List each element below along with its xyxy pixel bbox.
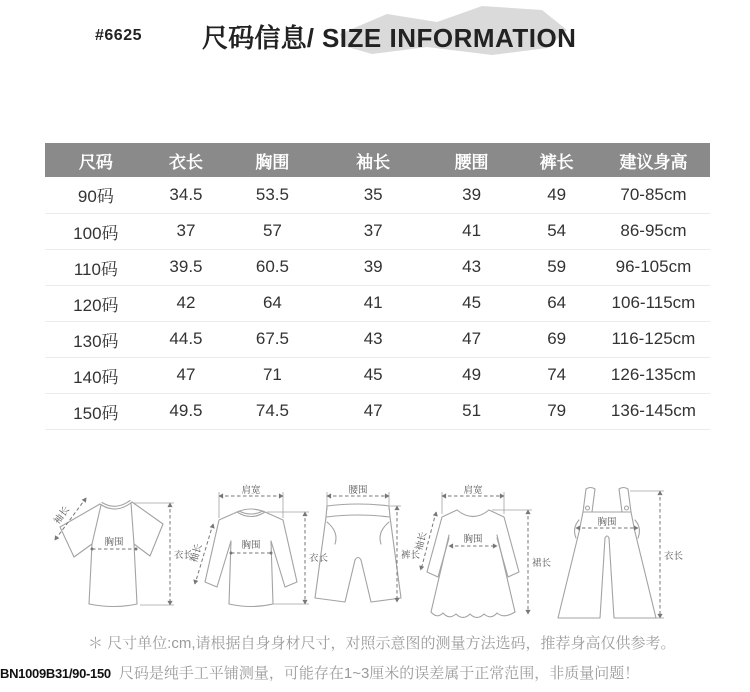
value-cell: 49.5 [147, 393, 225, 429]
table-row [45, 321, 710, 357]
value-cell: 43 [320, 321, 427, 357]
table-row [45, 177, 710, 213]
product-sku: #6625 [95, 27, 142, 44]
shoulder-label: 肩宽 [241, 485, 261, 496]
shoulder-label: 肩宽 [463, 485, 483, 496]
value-cell: 47 [427, 321, 517, 357]
length-label: 衣长 [664, 551, 684, 562]
size-cell: 90码 [45, 177, 147, 213]
value-cell: 41 [320, 285, 427, 321]
size-note-units: ＊ 尺寸单位:cm,请根据自身身材尺寸，对照示意图的测量方法选码，推荐身高仅供参考。 [88, 635, 676, 652]
diagram-shorts [313, 485, 421, 626]
size-cell: 110码 [45, 249, 147, 285]
table-row [45, 393, 710, 429]
size-cell: 140码 [45, 357, 147, 393]
value-cell: 69 [516, 321, 596, 357]
value-cell: 70-85cm [597, 177, 710, 213]
value-cell: 53.5 [225, 177, 319, 213]
value-cell: 74.5 [225, 393, 319, 429]
value-cell: 64 [225, 285, 319, 321]
value-cell: 74 [516, 357, 596, 393]
size-table [45, 143, 710, 430]
column-header: 建议身高 [619, 152, 688, 172]
value-cell: 126-135cm [597, 357, 710, 393]
shorts-icon [313, 485, 421, 626]
value-cell: 45 [320, 357, 427, 393]
value-cell: 59 [516, 249, 596, 285]
length-label: 衣长 [309, 553, 329, 564]
value-cell: 34.5 [147, 177, 225, 213]
chest-label: 胸围 [104, 537, 124, 548]
value-cell: 49 [427, 357, 517, 393]
value-cell: 43 [427, 249, 517, 285]
value-cell: 39.5 [147, 249, 225, 285]
value-cell: 79 [516, 393, 596, 429]
chest-label: 胸围 [597, 517, 617, 528]
overalls-icon [548, 486, 688, 628]
waist-label: 腰围 [348, 485, 368, 496]
column-header: 袖长 [356, 152, 391, 172]
size-table-header-row [45, 143, 710, 177]
column-header: 衣长 [168, 152, 203, 172]
value-cell: 49 [516, 177, 596, 213]
column-header: 胸围 [255, 152, 290, 172]
column-header: 尺码 [78, 152, 113, 172]
length-label: 衣长 [174, 550, 194, 561]
value-cell: 116-125cm [597, 321, 710, 357]
size-cell: 120码 [45, 285, 147, 321]
page-title-cn: 尺码信息/ [202, 23, 315, 53]
value-cell: 42 [147, 285, 225, 321]
sleeve-label: 袖长 [51, 504, 73, 527]
value-cell: 47 [320, 393, 427, 429]
chest-label: 胸围 [463, 534, 483, 545]
value-cell: 51 [427, 393, 517, 429]
page-title [202, 18, 576, 55]
sleeve-label: 袖长 [188, 542, 205, 564]
column-header: 裤长 [539, 152, 574, 172]
value-cell: 35 [320, 177, 427, 213]
style-code: BN1009B31/90-150 [0, 666, 111, 681]
diagram-dress [413, 485, 552, 628]
value-cell: 60.5 [225, 249, 319, 285]
value-cell: 71 [225, 357, 319, 393]
column-header: 腰围 [454, 152, 489, 172]
value-cell: 45 [427, 285, 517, 321]
chest-label: 胸围 [241, 540, 261, 551]
value-cell: 64 [516, 285, 596, 321]
table-row [45, 213, 710, 249]
value-cell: 96-105cm [597, 249, 710, 285]
sleeve-label: 袖长 [413, 530, 430, 552]
long-sleeve-tee-icon [188, 485, 329, 626]
measurement-diagrams [48, 486, 708, 628]
value-cell: 86-95cm [597, 213, 710, 249]
value-cell: 44.5 [147, 321, 225, 357]
value-cell: 67.5 [225, 321, 319, 357]
diagram-long-sleeve-tee [188, 485, 329, 626]
diagram-short-sleeve-tee [48, 486, 193, 626]
size-note-measure [0, 662, 639, 683]
value-cell: 41 [427, 213, 517, 249]
size-table-body [45, 177, 710, 429]
value-cell: 39 [427, 177, 517, 213]
table-row [45, 357, 710, 393]
skirt-length-label: 裙长 [532, 558, 552, 569]
table-row [45, 285, 710, 321]
value-cell: 106-115cm [597, 285, 710, 321]
diagram-overalls [548, 486, 688, 628]
size-cell: 150码 [45, 393, 147, 429]
size-cell: 100码 [45, 213, 147, 249]
value-cell: 39 [320, 249, 427, 285]
value-cell: 47 [147, 357, 225, 393]
value-cell: 57 [225, 213, 319, 249]
pants-length-label: 裤长 [401, 550, 421, 561]
value-cell: 54 [516, 213, 596, 249]
value-cell: 136-145cm [597, 393, 710, 429]
short-sleeve-tee-icon [48, 486, 193, 626]
size-cell: 130码 [45, 321, 147, 357]
size-table-wrap [45, 143, 710, 430]
page-title-en: SIZE INFORMATION [314, 23, 577, 53]
table-row [45, 249, 710, 285]
size-note-measure-text: 尺码是纯手工平铺测量，可能存在1~3厘米的误差属于正常范围，非质量问题！ [118, 665, 640, 682]
value-cell: 37 [147, 213, 225, 249]
value-cell: 37 [320, 213, 427, 249]
dress-icon [413, 485, 552, 628]
